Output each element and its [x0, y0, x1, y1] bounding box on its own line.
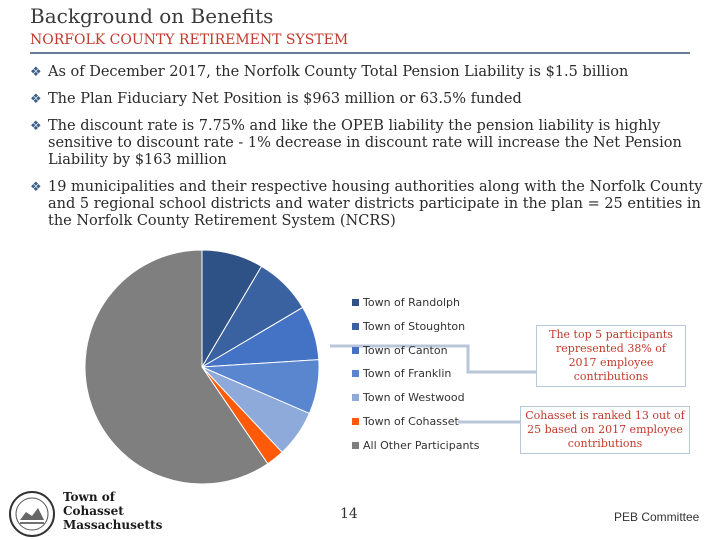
- town-seal-icon: [8, 490, 56, 538]
- bullet-text: As of December 2017, the Norfolk County Total Pension Liability is $1.5 billion: [48, 64, 629, 80]
- bullet-text: The discount rate is 7.75% and like the OPEB liability the pension liability is highly sensitive to discount rate - 1% decrease in discount rate will increase the Net Pension Liability by $163 million: [48, 118, 682, 168]
- footer-committee: PEB Committee: [614, 510, 700, 524]
- legend-label: Town of Westwood: [363, 391, 465, 405]
- diamond-bullet-icon: ❖: [30, 180, 42, 195]
- legend-item: [352, 296, 479, 320]
- legend-swatch: [352, 299, 359, 306]
- legend-swatch: [352, 323, 359, 330]
- legend-label: Town of Canton: [363, 343, 448, 357]
- top5-callout: The top 5 participants represented 38% of 2017 employee contributions: [536, 325, 686, 387]
- slide-subtitle: NORFOLK COUNTY RETIREMENT SYSTEM: [30, 32, 349, 48]
- cohasset-rank-callout: Cohasset is ranked 13 out of 25 based on 2017 employee contributions: [520, 406, 690, 454]
- bullet-text: The Plan Fiduciary Net Position is $963 million or 63.5% funded: [48, 91, 522, 107]
- town-name: [63, 490, 162, 532]
- legend-label: Town of Cohasset: [363, 414, 459, 428]
- legend-item: [352, 367, 479, 391]
- legend-swatch: [352, 442, 359, 449]
- legend-item: [352, 415, 479, 439]
- bullet-text: 19 municipalities and their respective housing authorities along with the Norfolk County and 5 regional school districts and water districts participate in the plan = 25 entities in the Norfolk County Retirement System (NCRS): [48, 179, 703, 229]
- legend-swatch: [352, 418, 359, 425]
- pie-slices: [85, 250, 319, 484]
- slide-title: Background on Benefits: [30, 4, 274, 28]
- diamond-bullet-icon: ❖: [30, 119, 42, 134]
- town-name-line: Town of: [63, 490, 115, 504]
- legend-item: [352, 439, 479, 463]
- legend-label: Town of Randolph: [363, 296, 460, 309]
- town-logo: [8, 490, 163, 538]
- legend-swatch: [352, 347, 359, 354]
- legend-item: [352, 344, 479, 368]
- legend-item: [352, 320, 479, 344]
- diamond-bullet-icon: ❖: [30, 92, 42, 107]
- legend-swatch: [352, 370, 359, 377]
- town-name-line: Cohasset: [63, 504, 124, 518]
- legend-item: [352, 391, 479, 415]
- legend-label: Town of Stoughton: [363, 319, 466, 333]
- diamond-bullet-icon: ❖: [30, 65, 42, 80]
- legend-swatch: [352, 394, 359, 401]
- legend-label: All Other Participants: [363, 438, 480, 452]
- page-number: 14: [340, 506, 358, 522]
- legend-label: Town of Franklin: [363, 367, 452, 381]
- town-name-line: Massachusetts: [63, 518, 163, 532]
- chart-legend: [352, 296, 479, 463]
